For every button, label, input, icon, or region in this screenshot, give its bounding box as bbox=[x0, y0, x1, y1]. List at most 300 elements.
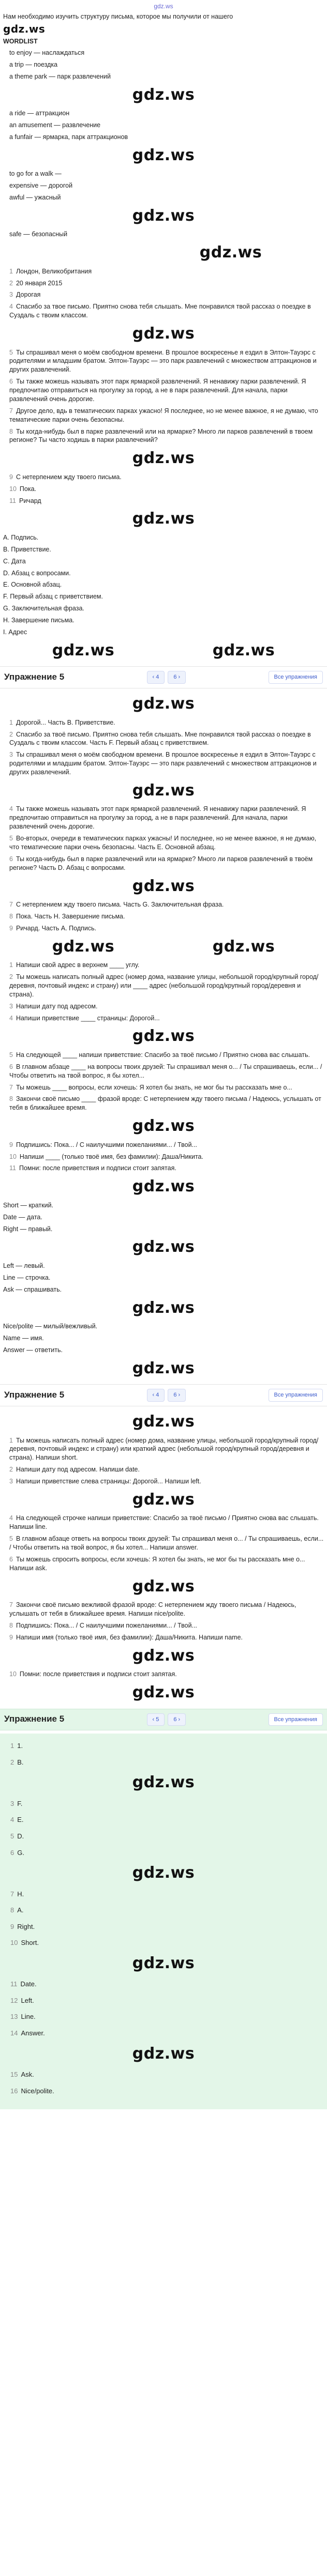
vocab-line bbox=[0, 1272, 327, 1284]
task-line-text: Помни: после приветствия и подписи стоит запятая. bbox=[19, 1164, 176, 1172]
item-number: 4 bbox=[9, 1514, 13, 1522]
watermark-row bbox=[0, 1024, 327, 1049]
item-number: 9 bbox=[9, 473, 13, 481]
task-line-text: Напиши ____ (только твоё имя, без фамилии): Даша/Никита. bbox=[19, 1153, 203, 1160]
wordlist-item-text: awful — ужасный bbox=[9, 193, 61, 201]
final-answer bbox=[3, 1919, 324, 1935]
letter-line-text: Лондон, Великобритания bbox=[16, 267, 92, 275]
task-line bbox=[0, 959, 327, 971]
letter-line-text: Другое дело, вдь в тематических парках ужасно! Я последнее, но не менее важное, я не думаю, что тематические парки очень безопасны. bbox=[9, 407, 318, 423]
wordlist-item bbox=[0, 228, 327, 240]
letter-line-text: Спасибо за твое письмо. Приятно снова тебя слышать. Мне понравился твой рассказ о поездке в Суздаль с твоим классом. bbox=[9, 303, 311, 319]
watermark: gdz.ws bbox=[132, 781, 195, 800]
item-number: 7 bbox=[10, 1890, 14, 1898]
item-number: 1 bbox=[9, 718, 13, 726]
item-number: 10 bbox=[9, 1670, 17, 1678]
wordlist-heading: WORDLIST bbox=[3, 38, 38, 45]
exercise-nav bbox=[147, 1389, 186, 1402]
watermark-row bbox=[0, 934, 327, 960]
item-number: 6 bbox=[9, 1063, 13, 1070]
watermark-row bbox=[0, 1174, 327, 1200]
next-page-button[interactable]: 6 › bbox=[168, 671, 186, 684]
final-answer bbox=[3, 2008, 324, 2025]
wordlist-item-text: a ride — аттракцион bbox=[9, 110, 70, 117]
final-answer bbox=[3, 2066, 324, 2083]
final-answer-text: 1. bbox=[17, 1742, 23, 1750]
wordlist-item bbox=[0, 59, 327, 71]
item-number: 4 bbox=[9, 1014, 13, 1022]
letter-part-text: С. Дата bbox=[3, 557, 26, 565]
item-number: 4 bbox=[9, 805, 13, 813]
watermark-row bbox=[0, 507, 327, 532]
exercise-bar bbox=[0, 1709, 327, 1731]
final-answer bbox=[3, 1796, 324, 1812]
item-number: 8 bbox=[9, 1095, 13, 1103]
letter-part-text: А. Подпись. bbox=[3, 533, 39, 541]
task-line bbox=[0, 1013, 327, 1024]
watermark: gdz.ws bbox=[132, 325, 195, 343]
exercise-bar bbox=[0, 1384, 327, 1406]
prev-page-button[interactable]: ‹ 5 bbox=[147, 1713, 165, 1726]
item-number: 1 bbox=[9, 1436, 13, 1444]
watermark: gdz.ws bbox=[132, 206, 195, 225]
letter-line bbox=[0, 495, 327, 507]
item-number: 1 bbox=[10, 1742, 14, 1750]
answer-line bbox=[0, 729, 327, 749]
wordlist-item bbox=[0, 168, 327, 180]
answer-line bbox=[0, 1554, 327, 1574]
task-line-text: Ты можешь написать полный адрес (номер дома, название улицы, небольшой город/крупный город/деревня, почтовый индекс и страну) или ____ адрес (небольшой город/крупный город/деревня и страна). bbox=[9, 973, 319, 998]
prev-page-button[interactable]: ‹ 4 bbox=[147, 671, 165, 684]
all-exercises-button[interactable]: Все упражнения bbox=[269, 1713, 323, 1726]
vocab-line-text: Name — имя. bbox=[3, 1334, 44, 1342]
item-number: 9 bbox=[9, 1141, 13, 1148]
letter-line bbox=[0, 483, 327, 495]
answer-line-text: В главном абзаце ответь на вопросы твоих друзей: Ты спрашивал меня о... / Ты спрашиваешь, если... / Чтобы ответить на твой вопрос, я бы хотел... Напиши answer. bbox=[9, 1535, 324, 1551]
watermark: gdz.ws bbox=[132, 1117, 195, 1136]
watermark-row bbox=[0, 1409, 327, 1435]
vocab-line-text: Nice/polite — милый/вежливый. bbox=[3, 1323, 98, 1330]
answer-line bbox=[0, 1464, 327, 1476]
final-answer-text: G. bbox=[17, 1848, 24, 1857]
item-number: 1 bbox=[9, 267, 13, 275]
letter-part bbox=[0, 591, 327, 603]
all-exercises-button[interactable]: Все упражнения bbox=[269, 1389, 323, 1402]
watermark-row bbox=[0, 446, 327, 471]
item-number: 8 bbox=[10, 1906, 14, 1914]
answer-line bbox=[0, 717, 327, 729]
answer-line bbox=[0, 1476, 327, 1488]
letter-line-text: Ты также можешь называть этот парк ярмаркой развлечений. Я ненавижу парки развлечений. Я предпочитаю отправиться на прогулку за город, а не в парк развлечений. Для начала, парки развлечений очень дорогие. bbox=[9, 378, 306, 403]
task-line bbox=[0, 1093, 327, 1114]
final-answer-text: А. bbox=[17, 1906, 24, 1914]
answer-line-text: Ты спрашивал меня о моём свободном времени. В прошлое воскресенье я ездил в Элтон-Тауэрс с родителями и младшим братом. Элтон-Тауэрс — это парк развлечений с множеством аттракционов и других развлечений. bbox=[9, 751, 317, 776]
watermark-row bbox=[0, 1356, 327, 1382]
prev-page-button[interactable]: ‹ 4 bbox=[147, 1389, 165, 1402]
watermark: gdz.ws bbox=[132, 85, 195, 104]
letter-part-text: G. Заключительная фраза. bbox=[3, 605, 84, 612]
letter-line bbox=[0, 289, 327, 301]
watermark-row bbox=[0, 1114, 327, 1139]
letter-part bbox=[0, 603, 327, 615]
letter-line bbox=[0, 347, 327, 376]
watermark: gdz.ws bbox=[132, 510, 195, 528]
answer-line bbox=[0, 833, 327, 853]
answer-line-text: Напиши имя (только твоё имя, без фамилии): Даша/Никита. Напиши name. bbox=[16, 1633, 243, 1641]
watermark-row bbox=[3, 1861, 324, 1886]
item-number: 10 bbox=[9, 1153, 17, 1160]
letter-line-text: С нетерпением жду твоего письма. bbox=[16, 473, 122, 481]
vocab-line bbox=[0, 1212, 327, 1223]
answer-line bbox=[0, 803, 327, 833]
final-answer-text: Line. bbox=[21, 2013, 36, 2021]
final-answer bbox=[3, 2083, 324, 2099]
watermark: gdz.ws bbox=[52, 641, 115, 660]
letter-line-text: Дорогая bbox=[16, 291, 41, 299]
letter-part bbox=[0, 615, 327, 626]
letter-part-text: Е. Основной абзац. bbox=[3, 581, 62, 589]
answer-line-text: Ты также можешь называть этот парк ярмаркой развлечений. Я ненавижу парки развлечений. Я предпочитаю отправиться на прогулку за город, а не в парк развлечений. Для начала, парки развлечений очень дорогие. bbox=[9, 805, 306, 831]
task-line bbox=[0, 1001, 327, 1013]
wordlist-item bbox=[0, 47, 327, 59]
final-answer-text: F. bbox=[17, 1799, 23, 1807]
watermark: gdz.ws bbox=[132, 1413, 195, 1431]
watermark: gdz.ws bbox=[132, 1490, 195, 1509]
wordlist-item bbox=[0, 131, 327, 143]
vocab-block bbox=[0, 1200, 327, 1356]
final-answer bbox=[3, 2025, 324, 2042]
watermark: gdz.ws bbox=[132, 449, 195, 468]
answer-line-text: Ты можешь спросить вопросы, если хочешь: Я хотел бы знать, не мог бы ты рассказать мне о... Напиши ask. bbox=[9, 1555, 305, 1572]
letter-part bbox=[0, 626, 327, 638]
item-number: 2 bbox=[9, 730, 13, 738]
item-number: 7 bbox=[9, 901, 13, 909]
wordlist-item bbox=[0, 108, 327, 119]
vocab-line-text: Left — левый. bbox=[3, 1262, 45, 1269]
watermark: gdz.ws bbox=[132, 1577, 195, 1596]
letter-part-text: I. Адрес bbox=[3, 628, 27, 636]
watermark: gdz.ws bbox=[132, 1238, 195, 1256]
item-number: 7 bbox=[9, 1083, 13, 1091]
wordlist-item-text: safe — безопасный bbox=[9, 231, 68, 238]
watermark: gdz.ws bbox=[132, 1683, 195, 1701]
exercise-nav bbox=[147, 1713, 186, 1726]
letter-part bbox=[0, 579, 327, 591]
vocab-line bbox=[0, 1344, 327, 1356]
item-number: 4 bbox=[9, 303, 13, 311]
final-answer bbox=[3, 1992, 324, 2009]
item-number: 11 bbox=[10, 1980, 18, 1988]
final-answer bbox=[3, 1976, 324, 1992]
item-number: 9 bbox=[9, 924, 13, 932]
wordlist-item-text: a trip — поездка bbox=[9, 60, 58, 68]
final-answer-text: H. bbox=[17, 1890, 24, 1898]
task-line bbox=[0, 1082, 327, 1094]
watermark: gdz.ws bbox=[212, 937, 275, 956]
vocab-line-text: Answer — ответить. bbox=[3, 1346, 63, 1354]
letter-part bbox=[0, 544, 327, 556]
final-answer bbox=[3, 1738, 324, 1754]
watermark-row bbox=[0, 321, 327, 347]
next-page-button[interactable]: 6 › bbox=[168, 1713, 186, 1726]
task-line bbox=[0, 1139, 327, 1151]
watermark-row bbox=[3, 1770, 324, 1796]
letter-line bbox=[0, 376, 327, 405]
item-number: 14 bbox=[10, 2029, 18, 2037]
answer-line-text: Закончи своё письмо вежливой фразой вроде: С нетерпением жду твоего письма / Надеюсь, услышать от тебя в ближайшее время. Напиши nice/polite. bbox=[9, 1601, 296, 1617]
wordlist-item bbox=[0, 71, 327, 83]
watermark-row bbox=[3, 2042, 324, 2067]
final-answer-text: Date. bbox=[20, 1980, 37, 1988]
final-answer bbox=[3, 1812, 324, 1828]
letter-line bbox=[0, 301, 327, 321]
watermark: gdz.ws bbox=[132, 2044, 195, 2063]
item-number: 5 bbox=[9, 348, 13, 356]
item-number: 10 bbox=[9, 485, 17, 493]
watermark: gdz.ws bbox=[132, 1954, 195, 1972]
task-line-text: Подпишись: Пока... / С наилучшими пожеланиями... / Твой... bbox=[16, 1141, 198, 1148]
vocab-line-text: Right — правый. bbox=[3, 1225, 53, 1233]
answer-line-text: Подпишись: Пока... / С наилучшими пожеланиями... / Твой... bbox=[16, 1621, 198, 1629]
item-number: 4 bbox=[10, 1816, 14, 1824]
answer-line-text: На следующей строчке напиши приветствие: Спасибо за твоё письмо / Приятно снова вас слышать. Напиши line. bbox=[9, 1514, 319, 1531]
watermark-row bbox=[0, 874, 327, 899]
task-line bbox=[0, 971, 327, 1001]
watermark-row bbox=[0, 1680, 327, 1706]
answer-line-text: Ричард. Часть А. Подпись. bbox=[16, 924, 97, 932]
exercise-bar bbox=[0, 666, 327, 688]
item-number: 12 bbox=[10, 1996, 18, 2004]
watermark-row bbox=[0, 1235, 327, 1260]
watermark-row bbox=[0, 1488, 327, 1513]
wordlist-item bbox=[0, 119, 327, 131]
answer-line-text: Спасибо за твоё письмо. Приятно снова тебя слышать. Мне понравился твой рассказ о поездке в Суздаль с твоим классом. Часть F. Первый абзац с приветствием. bbox=[9, 730, 311, 747]
answer-line bbox=[0, 923, 327, 934]
final-answer-text: Short. bbox=[21, 1939, 39, 1947]
answers-block-1 bbox=[0, 717, 327, 934]
watermark: gdz.ws bbox=[132, 1177, 195, 1196]
vocab-line-text: Line — строчка. bbox=[3, 1274, 51, 1281]
letter-part-text: H. Завершение письма. bbox=[3, 617, 75, 624]
final-answer-text: D. bbox=[17, 1832, 24, 1841]
answers-block-2 bbox=[0, 1435, 327, 1681]
watermark-row bbox=[3, 1951, 324, 1976]
answer-line-text: Напиши приветствие слева страницы: Дорогой... Напиши left. bbox=[16, 1478, 201, 1485]
vocab-line bbox=[0, 1200, 327, 1212]
watermark-row bbox=[0, 1296, 327, 1321]
final-answer bbox=[3, 1886, 324, 1903]
watermark: gdz.ws bbox=[199, 243, 262, 262]
watermark-row bbox=[0, 83, 327, 108]
exercise-title: Упражнение 5 bbox=[4, 672, 65, 682]
final-answers bbox=[0, 1734, 327, 2109]
item-number: 2 bbox=[9, 1466, 13, 1474]
task-line bbox=[0, 1061, 327, 1082]
vocab-line bbox=[0, 1284, 327, 1296]
letter-part bbox=[0, 556, 327, 568]
vocab-line-text: Date — дата. bbox=[3, 1213, 42, 1221]
letter-line-text: Ричард bbox=[19, 497, 41, 504]
task-line bbox=[0, 1151, 327, 1163]
letter-line bbox=[0, 266, 327, 278]
watermark: gdz.ws bbox=[212, 641, 275, 660]
item-number: 5 bbox=[9, 1051, 13, 1059]
item-number: 9 bbox=[10, 1922, 14, 1930]
vocab-line-text: Short — краткий. bbox=[3, 1201, 54, 1209]
answer-line-text: Ты когда-нибудь был в парке развлечений или на ярмарке? Много ли парков развлечений в твоём регионе? Часть D. Абзац с вопросами. bbox=[9, 855, 313, 871]
item-number: 3 bbox=[9, 1478, 13, 1485]
site-link[interactable]: gdz.ws bbox=[154, 3, 173, 10]
item-number: 6 bbox=[9, 378, 13, 386]
item-number: 3 bbox=[9, 291, 13, 299]
task-line-text: На следующей ____ напиши приветствие: Спасибо за твоё письмо / Приятно снова вас слышать. bbox=[16, 1051, 310, 1059]
watermark: gdz.ws bbox=[132, 146, 195, 164]
vocab-line-text: Ask — спрашивать. bbox=[3, 1285, 62, 1293]
answer-line bbox=[0, 749, 327, 778]
watermark: gdz.ws bbox=[132, 1773, 195, 1792]
vocab-line bbox=[0, 1260, 327, 1272]
vocab-line bbox=[0, 1321, 327, 1332]
final-answer-text: Right. bbox=[17, 1922, 35, 1930]
answer-line bbox=[0, 1620, 327, 1632]
wordlist-item-text: to enjoy — наслаждаться bbox=[9, 49, 85, 56]
tasks-block bbox=[0, 959, 327, 1174]
final-answer bbox=[3, 1935, 324, 1951]
item-number: 10 bbox=[10, 1939, 18, 1947]
item-number: 5 bbox=[9, 1535, 13, 1543]
wordlist-item-text: a theme park — парк развлечений bbox=[9, 72, 111, 80]
watermark-row bbox=[0, 692, 327, 717]
exercise-title: Упражнение 5 bbox=[4, 1714, 65, 1724]
watermark: gdz.ws bbox=[132, 1027, 195, 1046]
task-line-text: В главном абзаце ____ на вопросы твоих друзей: Ты спрашивал меня о... / Ты спрашиваешь, если... / Чтобы ответить на твой вопрос, я бы хотел... bbox=[9, 1063, 322, 1079]
answer-line bbox=[0, 899, 327, 911]
letter-line-text: Пока. bbox=[19, 485, 37, 493]
item-number: 3 bbox=[9, 751, 13, 759]
item-number: 2 bbox=[9, 279, 13, 287]
vocab-line bbox=[0, 1332, 327, 1344]
intro-text: Нам необходимо изучить структуру письма, которое мы получили от нашего bbox=[3, 13, 233, 21]
item-number: 9 bbox=[9, 1633, 13, 1641]
item-number: 6 bbox=[10, 1848, 14, 1857]
next-page-button[interactable]: 6 › bbox=[168, 1389, 186, 1402]
watermark-row bbox=[0, 638, 327, 664]
item-number: 11 bbox=[9, 1164, 16, 1172]
item-number: 13 bbox=[10, 2013, 18, 2021]
answer-line-text: Пока. Часть H. Завершение письма. bbox=[16, 912, 125, 920]
final-answer-text: Left. bbox=[21, 1996, 34, 2004]
final-answer-text: Nice/polite. bbox=[21, 2087, 54, 2095]
final-answer bbox=[3, 1828, 324, 1845]
answer-line-text: Напиши дату под адресом. Напиши date. bbox=[16, 1466, 140, 1474]
answer-line bbox=[0, 1668, 327, 1680]
final-answer bbox=[3, 1902, 324, 1919]
item-number: 7 bbox=[9, 1601, 13, 1609]
answer-line bbox=[0, 911, 327, 923]
letter-line bbox=[0, 426, 327, 447]
answer-line-text: Ты можешь написать полный адрес (номер дома, название улицы, небольшой город/крупный город/деревня, почтовый индекс и страну) или краткий адрес (небольшой город/крупный город/деревня и страна). Напиши short. bbox=[9, 1436, 319, 1462]
watermark: gdz.ws bbox=[132, 1359, 195, 1377]
wordlist-item-text: a funfair — ярмарка, парк аттракционов bbox=[9, 133, 128, 141]
task-line-text: Напиши дату под адресом. bbox=[16, 1002, 98, 1010]
item-number: 2 bbox=[10, 1758, 14, 1766]
item-number: 8 bbox=[9, 1621, 13, 1629]
item-number: 1 bbox=[9, 961, 13, 969]
answer-line-text: Дорогой... Часть В. Приветствие. bbox=[16, 718, 115, 726]
item-number: 8 bbox=[9, 427, 13, 435]
item-number: 3 bbox=[9, 1002, 13, 1010]
letter-line bbox=[0, 278, 327, 289]
item-number: 7 bbox=[9, 407, 13, 415]
task-line bbox=[0, 1049, 327, 1061]
task-line-text: Напиши приветствие ____ страницы: Дорогой... bbox=[16, 1014, 160, 1022]
wordlist-item bbox=[0, 180, 327, 192]
item-number: 2 bbox=[9, 973, 13, 981]
answer-line bbox=[0, 1435, 327, 1464]
final-answer bbox=[3, 1845, 324, 1861]
answer-line bbox=[0, 853, 327, 874]
answer-line bbox=[0, 1632, 327, 1644]
item-number: 3 bbox=[10, 1799, 14, 1807]
watermark-row bbox=[0, 778, 327, 804]
watermark: gdz.ws bbox=[132, 877, 195, 895]
letter-line-text: 20 января 2015 bbox=[16, 279, 63, 287]
answer-line bbox=[0, 1599, 327, 1620]
answer-line-text: Помни: после приветствия и подписи стоит запятая. bbox=[19, 1670, 177, 1678]
wordlist-item-text: an amusement — развлечение bbox=[9, 121, 101, 129]
exercise-nav bbox=[147, 671, 186, 684]
letter-line bbox=[0, 471, 327, 483]
item-number: 6 bbox=[9, 1555, 13, 1563]
answer-line-text: С нетерпением жду твоего письма. Часть G. Заключительная фраза. bbox=[16, 901, 224, 909]
watermark: gdz.ws bbox=[52, 937, 115, 956]
wordlist-item-text: expensive — дорогой bbox=[9, 182, 73, 190]
all-exercises-button[interactable]: Все упражнения bbox=[269, 671, 323, 684]
watermark: gdz.ws bbox=[132, 1298, 195, 1317]
final-answer-text: Е. bbox=[17, 1816, 24, 1824]
item-number: 5 bbox=[10, 1832, 14, 1841]
item-number: 16 bbox=[10, 2087, 18, 2095]
item-number: 6 bbox=[9, 855, 13, 863]
wordlist bbox=[0, 47, 327, 240]
final-answer-text: Answer. bbox=[21, 2029, 45, 2037]
exercise-title: Упражнение 5 bbox=[4, 1390, 65, 1400]
final-answer bbox=[3, 1754, 324, 1771]
letter-line-text: Ты спрашивал меня о моём свободном времени. В прошлое воскресенье я ездил в Элтон-Тауэрс с родителями и младшим братом. Элтон-Тауэрс — это парк развлечений с множеством аттракционов и других развлечений. bbox=[9, 348, 317, 374]
watermark: gdz.ws bbox=[132, 1646, 195, 1665]
wordlist-item bbox=[0, 192, 327, 204]
item-number: 11 bbox=[9, 497, 16, 504]
letter-part-text: D. Абзац с вопросами. bbox=[3, 569, 71, 577]
watermark: gdz.ws bbox=[3, 23, 46, 36]
task-line bbox=[0, 1162, 327, 1174]
letter-line bbox=[0, 405, 327, 426]
task-line-text: Закончи своё письмо ____ фразой вроде: С нетерпением жду твоего письма / Надеюсь, услышать от тебя в ближайшее время. bbox=[9, 1095, 321, 1112]
letter-part bbox=[0, 532, 327, 544]
watermark-row bbox=[0, 1574, 327, 1600]
answer-line bbox=[0, 1512, 327, 1533]
answer-line bbox=[0, 1533, 327, 1554]
item-number: 8 bbox=[9, 912, 13, 920]
vocab-line bbox=[0, 1223, 327, 1235]
final-answer-text: В. bbox=[17, 1758, 24, 1766]
wordlist-item-text: to go for a walk — bbox=[9, 170, 62, 178]
watermark-row bbox=[0, 1644, 327, 1669]
item-number: 5 bbox=[9, 835, 13, 842]
final-answer-text: Ask. bbox=[21, 2071, 34, 2078]
letter-part-text: В. Приветствие. bbox=[3, 545, 51, 553]
task-line-text: Напиши свой адрес в верхнем ____ углу. bbox=[16, 961, 140, 969]
